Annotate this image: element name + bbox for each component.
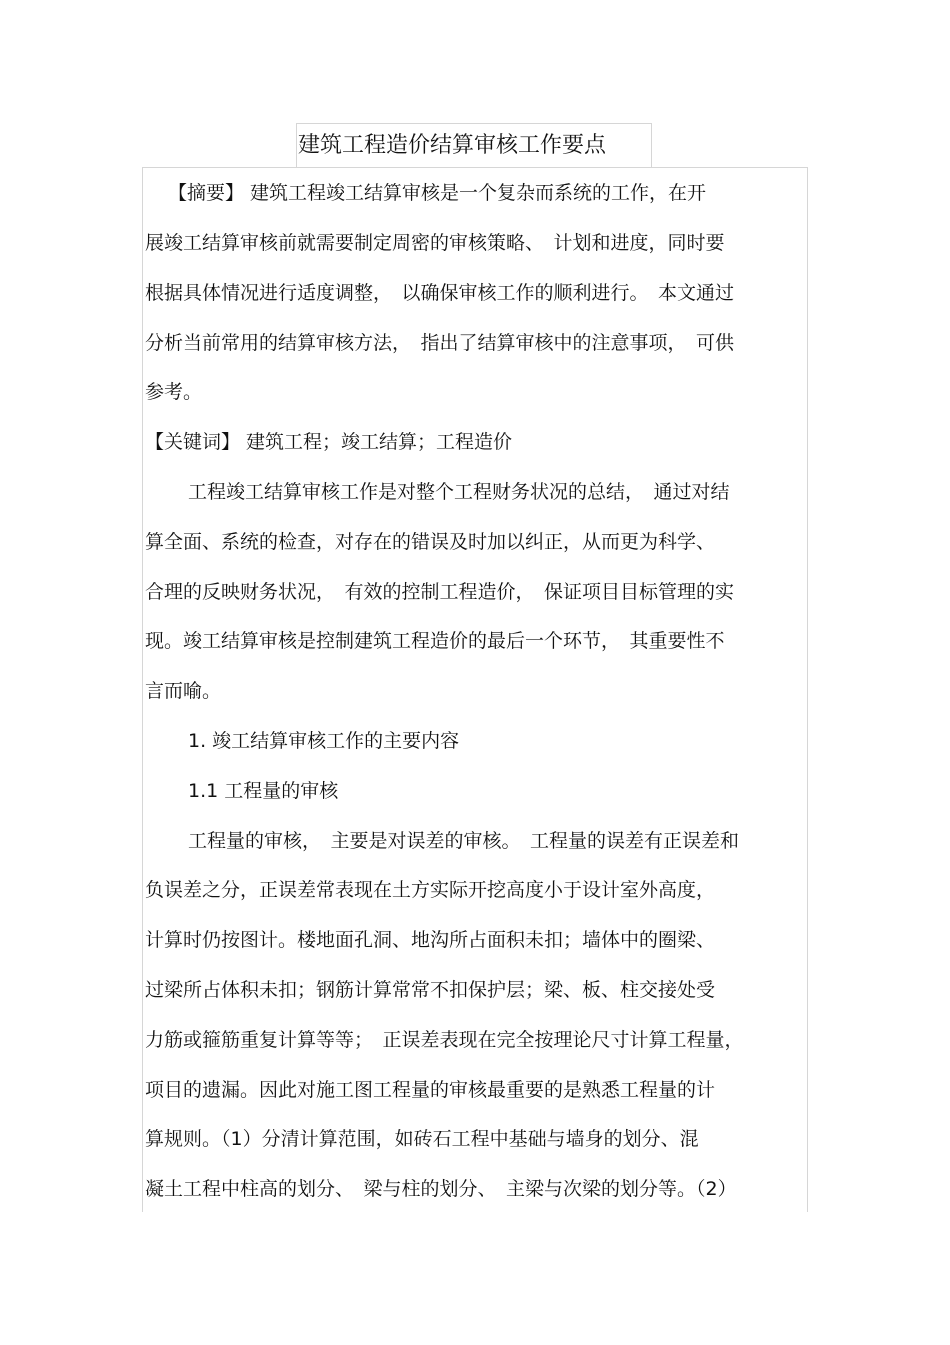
intro-line-3: 合理的反映财务状况， 有效的控制工程造价， 保证项目目标管理的实 bbox=[145, 581, 735, 603]
body-line-3: 计算时仍按图计。楼地面孔洞、地沟所占面积未扣；墙体中的圈梁、 bbox=[145, 929, 716, 951]
body-line-1: 工程量的审核， 主要是对误差的审核。 工程量的误差有正误差和 bbox=[188, 830, 740, 852]
body-line-8: 凝土工程中柱高的划分、 梁与柱的划分、 主梁与次梁的划分等。（2） bbox=[145, 1178, 737, 1200]
intro-line-1: 工程竣工结算审核工作是对整个工程财务状况的总结， 通过对结 bbox=[188, 481, 730, 503]
section-heading-1-1: 1.1 工程量的审核 bbox=[188, 780, 339, 802]
body-line-5: 力筋或箍筋重复计算等等； 正误差表现在完全按理论尺寸计算工程量， bbox=[145, 1029, 744, 1051]
body-line-6: 项目的遗漏。因此对施工图工程量的审核最重要的是熟悉工程量的计 bbox=[145, 1079, 716, 1101]
body-line-7: 算规则。（1）分清计算范围，如砖石工程中基础与墙身的划分、混 bbox=[145, 1128, 699, 1150]
abstract-line-3: 根据具体情况进行适度调整， 以确保审核工作的顺利进行。 本文通过 bbox=[145, 282, 735, 304]
body-line-4: 过梁所占体积未扣；钢筋计算常常不扣保护层；梁、板、柱交接处受 bbox=[145, 979, 716, 1001]
intro-line-2: 算全面、系统的检查，对存在的错误及时加以纠正，从而更为科学、 bbox=[145, 531, 716, 553]
page-title: 建筑工程造价结算审核工作要点 bbox=[298, 133, 607, 158]
abstract-line-4: 分析当前常用的结算审核方法， 指出了结算审核中的注意事项， 可供 bbox=[145, 332, 735, 354]
intro-line-4: 现。竣工结算审核是控制建筑工程造价的最后一个环节， 其重要性不 bbox=[145, 630, 725, 652]
abstract-line-2: 展竣工结算审核前就需要制定周密的审核策略、 计划和进度，同时要 bbox=[145, 232, 725, 254]
abstract-line-1: 【摘要】 建筑工程竣工结算审核是一个复杂而系统的工作，在开 bbox=[168, 182, 707, 204]
section-heading-1: 1. 竣工结算审核工作的主要内容 bbox=[188, 730, 460, 752]
intro-line-5: 言而喻。 bbox=[145, 680, 222, 702]
keywords-line: 【关键词】 建筑工程；竣工结算；工程造价 bbox=[145, 431, 513, 453]
body-line-2: 负误差之分，正误差常表现在土方实际开挖高度小于设计室外高度， bbox=[145, 879, 716, 901]
abstract-line-5: 参考。 bbox=[145, 381, 203, 403]
